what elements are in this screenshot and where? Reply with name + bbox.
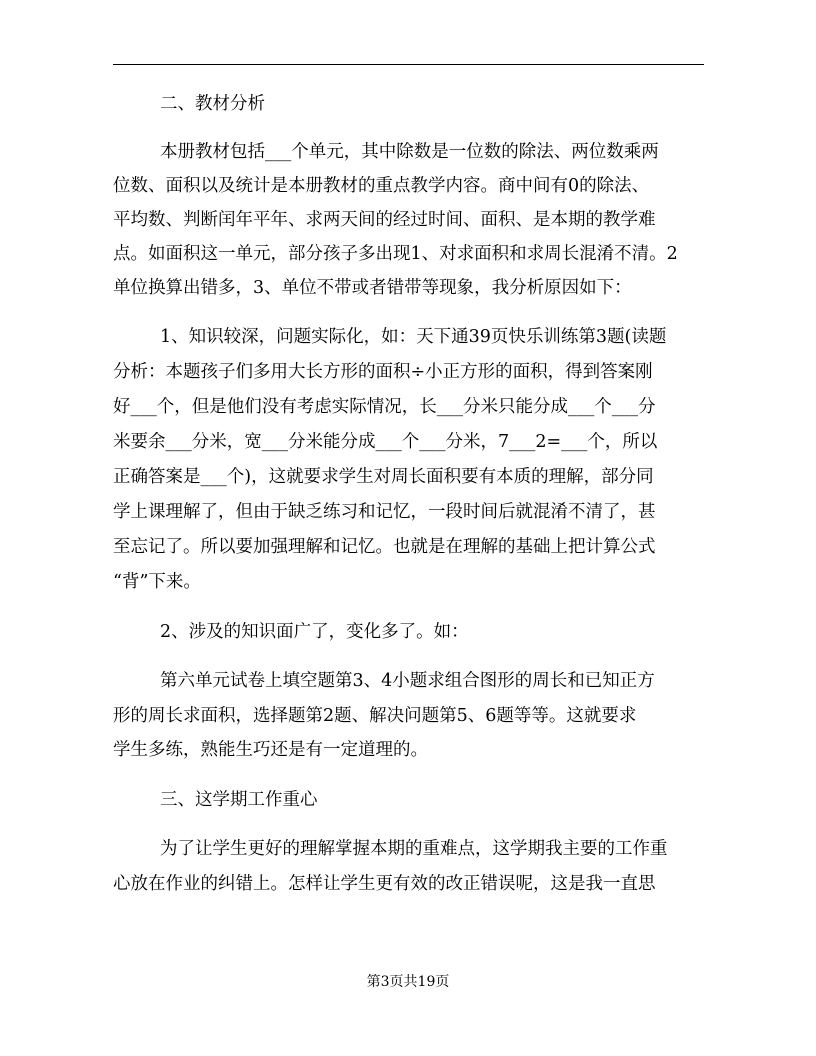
paragraph-line: 正确答案是___个)，这就要求学生对周长面积要有本质的理解，部分同 — [113, 467, 654, 487]
paragraph-line: 为了让学生更好的理解掌握本期的重难点，这学期我主要的工作重 — [160, 839, 668, 859]
paragraph-line: 单位换算出错多，3、单位不带或者错带等现象，我分析原因如下： — [113, 278, 632, 298]
section-heading-textbook-analysis: 二、教材分析 — [160, 94, 265, 114]
paragraph-line: “背”下来。 — [113, 572, 201, 592]
paragraph-line: 好___个，但是他们没有考虑实际情况，长___分米只能分成___个___分 — [113, 397, 656, 417]
section-heading-work-focus: 三、这学期工作重心 — [160, 790, 318, 810]
paragraph-line: 学生多练，熟能生巧还是有一定道理的。 — [113, 740, 428, 760]
paragraph-line: 心放在作业的纠错上。怎样让学生更有效的改正错误呢，这是我一直思 — [113, 874, 656, 894]
page-number-footer: 第3页共19页 — [366, 974, 450, 990]
paragraph-line: 1、知识较深，问题实际化，如：天下通39页快乐训练第3题(读题 — [160, 327, 667, 347]
paragraph-line: 位数、面积以及统计是本册教材的重点教学内容。商中间有0的除法、 — [113, 176, 650, 196]
paragraph-line: 本册教材包括___个单元，其中除数是一位数的除法、两位数乘两 — [160, 142, 659, 162]
paragraph-line: 2、涉及的知识面广了，变化多了。如： — [160, 622, 469, 642]
paragraph-line: 米要余___分米，宽___分米能分成___个___分米，7___2=___个，所以 — [113, 432, 658, 452]
paragraph-line: 平均数、判断闰年平年、求两天间的经过时间、面积、是本期的教学难 — [113, 210, 656, 230]
paragraph-line: 至忘记了。所以要加强理解和记忆。也就是在理解的基础上把计算公式 — [113, 537, 656, 557]
paragraph-line: 分析：本题孩子们多用大长方形的面积÷小正方形的面积，得到答案刚 — [113, 362, 653, 382]
paragraph-line: 学上课理解了，但由于缺乏练习和记忆，一段时间后就混淆不清了，甚 — [113, 502, 656, 522]
paragraph-line: 形的周长求面积，选择题第2题、解决问题第5、6题等等。这就要求 — [113, 706, 637, 726]
paragraph-line: 第六单元试卷上填空题第3、4小题求组合图形的周长和已知正方 — [160, 671, 655, 691]
header-rule — [113, 64, 704, 65]
paragraph-line: 点。如面积这一单元，部分孩子多出现1、对求面积和求周长混淆不清。2 — [113, 244, 678, 264]
